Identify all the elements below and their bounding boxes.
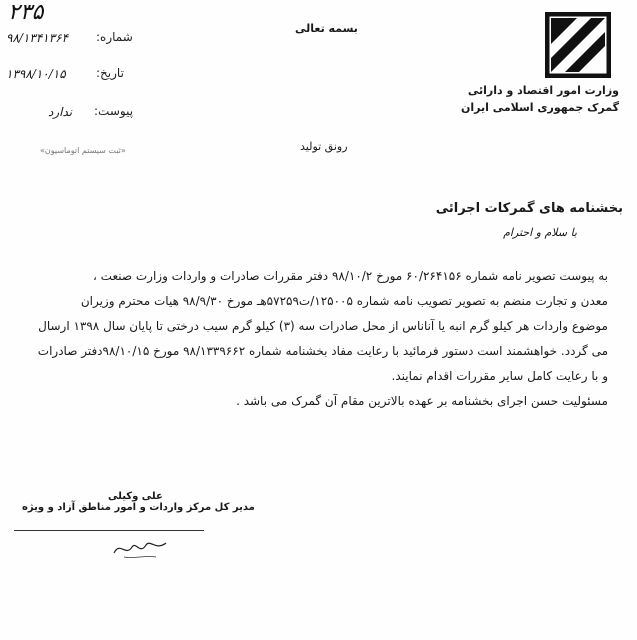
signatory-name: علی وکیلی: [108, 491, 163, 502]
system-stamp-note: «ثبت سیستم اتوماسیون»: [40, 146, 126, 155]
body-line: مسئولیت حسن اجرای بخشنامه بر عهده بالاترین مقام آن گمرک می باشد .: [236, 394, 608, 408]
subject-line: رونق تولید: [300, 140, 348, 153]
handwritten-number: ۲۳۵: [8, 0, 44, 25]
circular-title: بخشنامه های گمرکات اجرائی: [435, 201, 623, 216]
body-line: می گردد. خواهشمند است دستور فرمائید با رعایت مفاد بخشنامه شماره ۹۸/۱۳۳۹۶۶۲ مورخ ۹۸/۱۰/۱۵دفتر صادرات: [37, 344, 608, 358]
signatory-title: مدیر کل مرکز واردات و امور مناطق آزاد و ویژه: [22, 502, 255, 513]
body-line: موضوع واردات هر کیلو گرم انبه یا آناناس از محل صادرات سه (۳) کیلو گرم سیب درختی تا پایان سال ۱۳۹۸ ارسال: [38, 319, 608, 333]
number-label: شماره:: [96, 30, 133, 44]
date-label: تاریخ:: [96, 66, 124, 80]
customs-logo-icon: [545, 12, 611, 78]
org-ministry: وزارت امور اقتصاد و دارائی: [467, 84, 619, 97]
org-customs: گمرک جمهوری اسلامی ایران: [460, 101, 619, 114]
greeting: با سلام و احترام: [503, 226, 577, 239]
body-line: و با رعایت کامل سایر مقررات اقدام نمایند.: [391, 369, 608, 383]
body-line: معدن و تجارت منضم به تصویر تصویب نامه شماره ۱۲۵۰۰۵/ت۵۷۲۵۹هـ مورخ ۹۸/۹/۳۰ هیات محترم وزیران: [80, 294, 608, 308]
number-value: ۹۸/۱۳۴۱۳۶۴: [6, 31, 69, 45]
signature-divider: [14, 530, 204, 531]
basmala: بسمه تعالی: [295, 22, 358, 35]
date-value: ۱۳۹۸/۱۰/۱۵: [6, 67, 66, 81]
attachment-value: ندارد: [48, 105, 73, 119]
body-line: به پیوست تصویر نامه شماره ۶۰/۲۶۴۱۵۶ مورخ ۹۸/۱۰/۲ دفتر مقررات صادرات و واردات وزارت صنعت ،: [92, 269, 608, 283]
handwritten-signature-icon: [110, 533, 170, 563]
attachment-label: پیوست:: [94, 104, 134, 118]
